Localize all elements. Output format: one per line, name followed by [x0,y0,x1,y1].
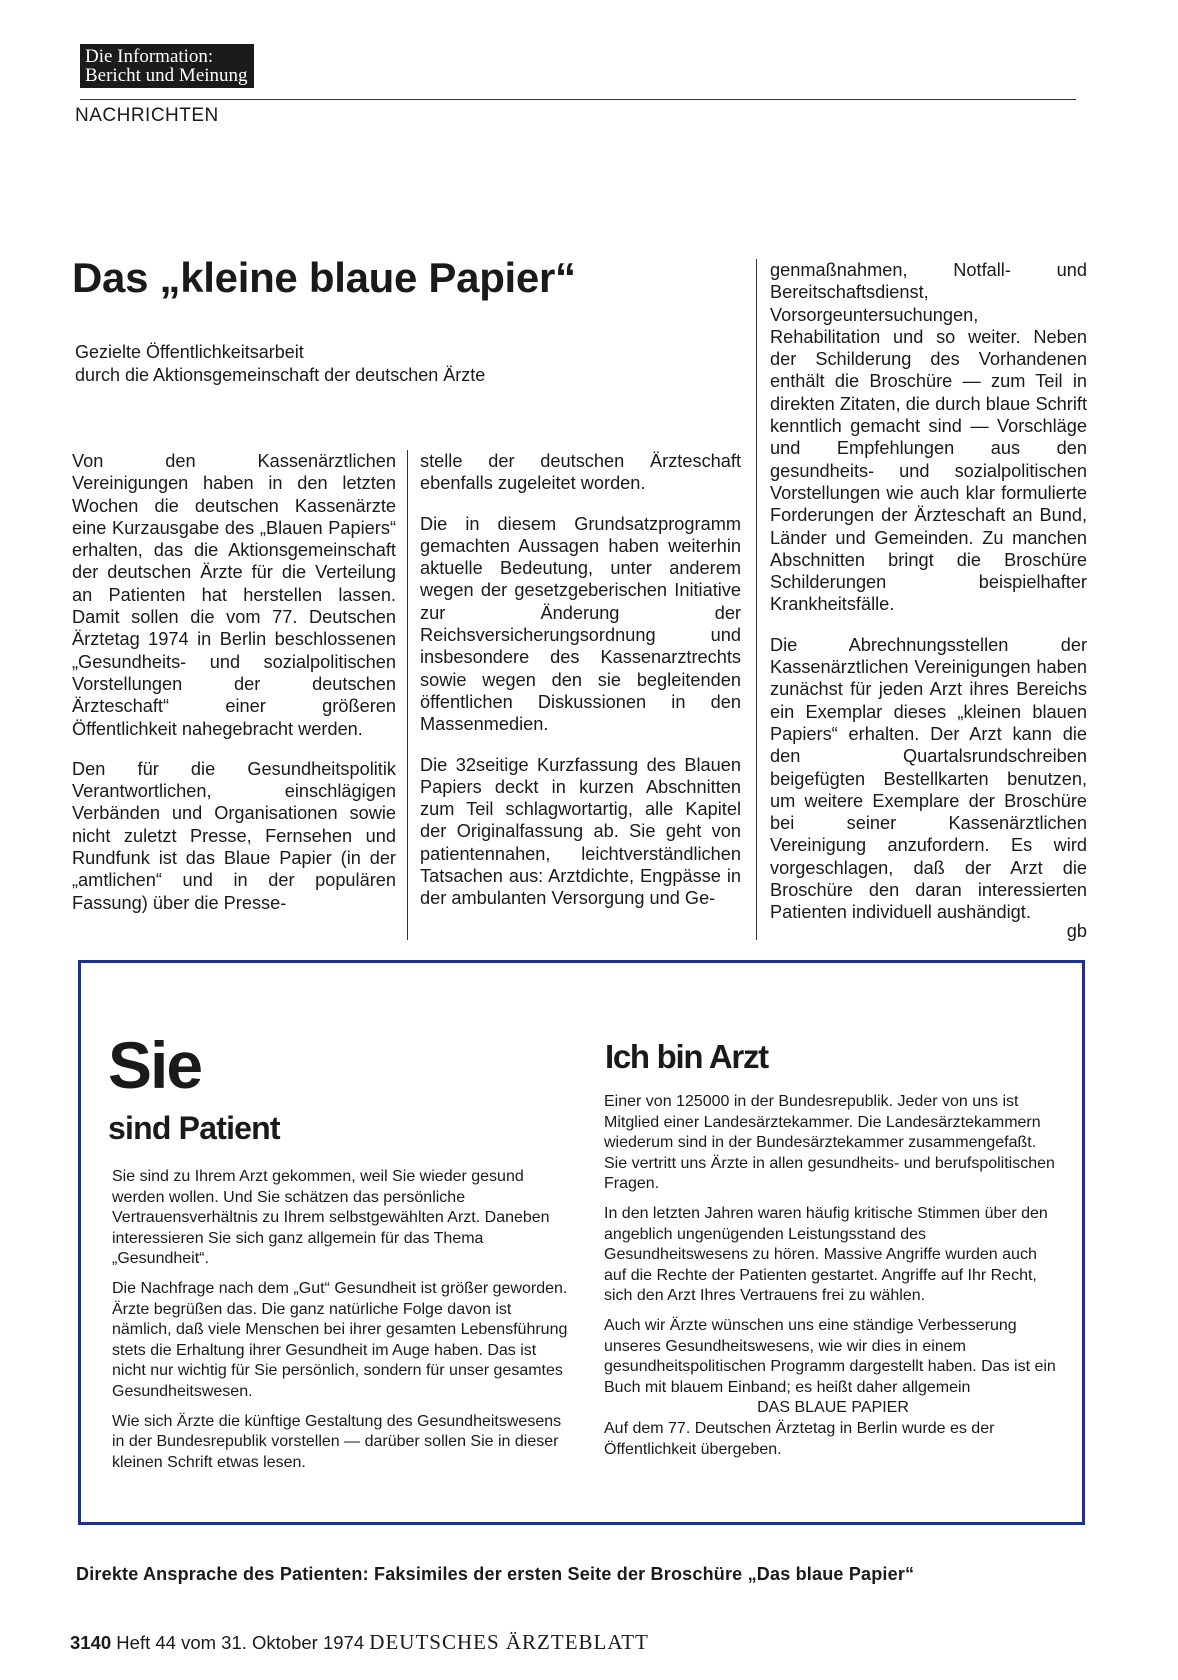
column-divider [407,450,408,940]
article-subtitle [75,341,485,387]
blue-paper-title: DAS BLAUE PAPIER [757,1399,909,1417]
paragraph: stelle der deutschen Ärzteschaft ebenfalls zugeleitet worden. [420,451,741,494]
subtitle-line2: durch die Aktionsgemeinschaft der deutschen Ärzte [75,365,486,385]
magazine-name: DEUTSCHES ÄRZTEBLATT [369,1630,649,1654]
paragraph: Sie sind zu Ihrem Arzt gekommen, weil Sie wieder gesund werden wollen. Und Sie schätzen das persönliche Vertrauensverhältnis zu Ihrem selbstgewählten Arzt. Daneben interessieren Sie sich ganz allgemein für das Thema „Gesundheit“. [112,1168,550,1268]
article-column-2 [420,450,741,928]
section-label: NACHRICHTEN [75,105,219,126]
paragraph: Von den Kassenärztlichen Vereinigungen haben in den letzten Wochen die deutschen Kassenärzte eine Kurzausgabe des „Blauen Papiers“ erhalten, das die Aktionsgemeinschaft der deutschen Ärzte für die Verteilung an Patienten hat herstellen lassen. Damit sollen die vom 77. Deutschen Ärztetag 1974 in Berlin beschlossenen „Gesundheits- und sozialpolitischen Vorstellungen der deutschen Ärzteschaft“ einer größeren Öffentlichkeit nahegebracht werden. [72,451,396,739]
paragraph: Auf dem 77. Deutschen Ärztetag in Berlin wurde es der Öffentlichkeit übergeben. [604,1419,995,1458]
figure-caption: Direkte Ansprache des Patienten: Faksimiles der ersten Seite der Broschüre „Das blaue Papier“ [76,1564,915,1584]
paragraph: genmaßnahmen, Notfall- und Bereitschaftsdienst, Vorsorgeuntersuchungen, Rehabilitation und so weiter. Neben der Schilderung des Vorhandenen enthält die Broschüre — zum Teil in direkten Zitaten, die durch blaue Schrift kenntlich gemacht sind — Vorschläge und Empfehlungen aus den gesundheits- und sozialpolitischen Vorstellungen wie auch klar formulierte Forderungen der Ärzteschaft an Bund, Länder und Gemeinden. Zu manchen Abschnitten bringt die Broschüre Schilderungen beispielhafter Krankheitsfälle. [770,260,1087,615]
paragraph: Die Nachfrage nach dem „Gut“ Gesundheit ist größer geworden. Ärzte begrüßen das. Die ganz natürliche Folge davon ist nämlich, daß viele Menschen bei ihrer gesamten Lebensführung stets die Erhaltung ihrer Gesundheit im Auge haben. Das ist nicht nur wichtig für Sie persönlich, sondern für unser gesamtes Gesundheitswesen. [112,1279,568,1400]
header-rule [80,99,1076,100]
issue-info: Heft 44 vom 31. Oktober 1974 [116,1632,365,1653]
article-title: Das „kleine blaue Papier“ [72,254,576,301]
paragraph: In den letzten Jahren waren häufig kritische Stimmen über den angeblich ungenügenden Leistungsstand des Gesundheitswesens zu hören. Massive Angriffe wurden auch auf die Rechte der Patienten gestartet. Angriffe auf Ihr Recht, sich den Arzt Ihres Vertrauens frei zu wählen. [604,1204,1048,1305]
paragraph: Einer von 125000 in der Bundesrepublik. Jeder von uns ist Mitglied einer Landesärztekammer. Die Landesärztekammern wiederum sind in der Bundesärztekammer zusammengefaßt. Sie vertritt uns Ärzte in allen gesundheits- und berufspolitischen Fragen. [604,1093,1055,1193]
column-divider [756,259,757,940]
facsimile-left-text [112,1167,570,1482]
facsimile-heading-sie: Sie [108,1028,202,1102]
author-signature: gb [1066,920,1087,941]
paragraph: Die in diesem Grundsatzprogramm gemachten Aussagen haben weiterhin aktuelle Bedeutung, unter anderem wegen der gesetzgeberischen Initiative zur Änderung der Reichsversicherungsordnung und insbesondere des Kassenarztrechts sowie wegen den sie begleitenden öffentlichen Diskussionen in den Massenmedien. [420,513,741,735]
section-tag [80,44,254,88]
paragraph: Den für die Gesundheitspolitik Verantwortlichen, einschlägigen Verbänden und Organisationen sowie nicht zuletzt Presse, Fernsehen und Rundfunk ist das Blaue Papier (in der „amtlichen“ und in der populären Fassung) über die Presse- [72,758,396,913]
facsimile-heading-arzt: Ich bin Arzt [605,1038,768,1075]
facsimile-right-text [604,1092,1062,1469]
facsimile-heading-sind-patient: sind Patient [108,1110,280,1146]
article-column-1 [72,450,396,932]
paragraph: Die 32seitige Kurzfassung des Blauen Papiers deckt in kurzen Abschnitten zum Teil schlagwortartig, alle Kapitel der Originalfassung ab. Sie geht von patientennahen, leichtverständlichen Tatsachen aus: Arztdichte, Engpässe in der ambulanten Versorgung und Ge- [420,754,741,909]
paragraph: Auch wir Ärzte wünschen uns eine ständige Verbesserung unseres Gesundheitswesens, wie wir dies in einem gesundheitspolitischen Programm dargestellt haben. Das ist ein Buch mit blauem Einband; es heißt daher allgemein [604,1316,1056,1396]
section-tag-line2: Bericht und Meinung [85,65,248,86]
paragraph: Wie sich Ärzte die künftige Gestaltung des Gesundheitswesens in der Bundesrepublik vorstellen — darüber sollen Sie in dieser kleinen Schrift etwas lesen. [112,1412,562,1471]
subtitle-line1: Gezielte Öffentlichkeitsarbeit [75,342,304,362]
page-footer [70,1630,649,1655]
section-tag-line1: Die Information: [85,46,214,67]
page-number: 3140 [70,1632,112,1653]
paragraph: Die Abrechnungsstellen der Kassenärztlichen Vereinigungen haben zunächst für jeden Arzt ihres Bereichs ein Exemplar dieses „kleinen blauen Papiers“ erhalten. Der Arzt kann die den Quartalsrundschreiben beigefügten Bestellkarten benutzen, um weitere Exemplare der Broschüre bei seiner Kassenärztlichen Vereinigung anzufordern. Es wird vorgeschlagen, daß der Arzt die Broschüre den daran interessierten Patienten individuell aushändigt. [770,634,1087,923]
article-column-3 [770,259,1087,942]
